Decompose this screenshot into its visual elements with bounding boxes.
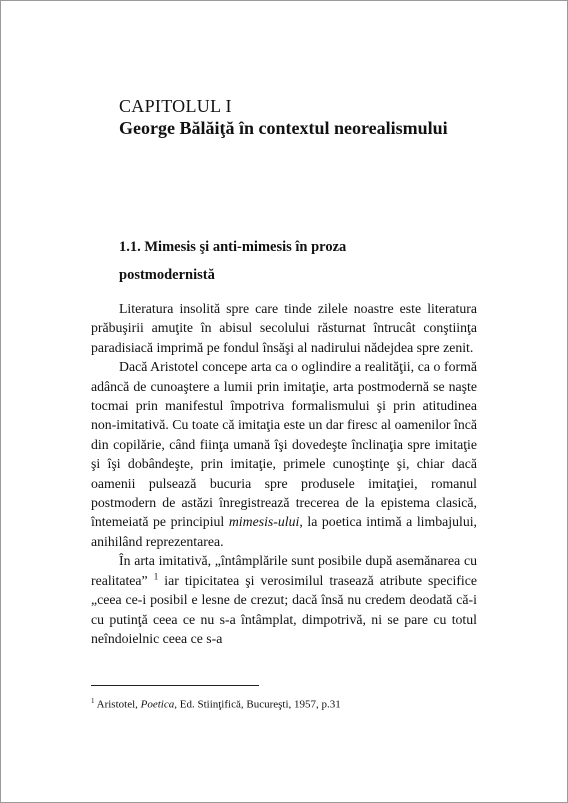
footnote-work: Poetica — [140, 698, 175, 711]
footnote-divider — [91, 685, 259, 686]
body-text — [91, 299, 477, 648]
footnote — [91, 694, 481, 712]
paragraph-3-text-a: În arta imitativă, „întâmplările sunt posibile după asemănarea cu realitatea” — [91, 553, 477, 588]
footnote-marker: 1 — [91, 697, 95, 705]
paragraph-2-text-b: , la poetica intimă a limbajului, anihilând reprezentarea. — [91, 514, 477, 549]
chapter-number: CAPITOLUL I — [119, 96, 232, 116]
paragraph-3-text-b: iar tipicitatea şi verosimilul trasează atribute specifice „ceea ce-i posibil e lesne de crezut; dacă însă nu credem deodată că-i cu putinţă ceea ce nu s-a întâmplat, dimpotrivă, ni se pare cu totul neîndoielnic ceea ce s-a — [91, 572, 477, 646]
section-title: 1.1. Mimesis şi anti-mimesis în proza postmodernistă — [119, 239, 347, 283]
paragraph-2-italic: mimesis-ului — [228, 514, 300, 530]
footnote-author: Aristotel, — [94, 698, 141, 711]
paragraph-2-text-a: Dacă Aristotel concepe arta ca o oglindire a realităţii, ca o formă adâncă de cunoaştere a lumii prin imitaţie, arta postmodernă se naşte tocmai prin manifestul împotriva formalismului şi prin atitudinea non-imitativă. Cu toate că imitaţia este un dar firesc al oamenilor încă din copilărie, când fiinţa umană îşi dovedeşte înclinaţia spre imitaţie şi îşi dobândeşte, prin imitaţie, primele cunoştinţe şi, chiar dacă oamenii pulsează bucuria spre produsele imitaţiei, romanul postmodern de astăzi înregistrează trecerea de la epistema clasică, întemeiată pe principiul — [91, 359, 477, 530]
footnote-ref[interactable]: 1 — [153, 571, 159, 582]
paragraph-3 — [91, 551, 477, 648]
chapter-title: George Bălăiţă în contextul neorealismului — [119, 118, 448, 138]
paragraph-2 — [91, 357, 477, 551]
footnote-details: , Ed. Stiinţifică, Bucureşti, 1957, p.31 — [174, 698, 341, 711]
paragraph-1: Literatura insolită spre care tinde zilele noastre este literatura prăbuşirii amuţite în abisul secolului răsturnat întrucât conştiinţa paradisiacă imprimă pe fondul însăşi al nadirului nădejdea spre zenit. — [91, 301, 477, 355]
